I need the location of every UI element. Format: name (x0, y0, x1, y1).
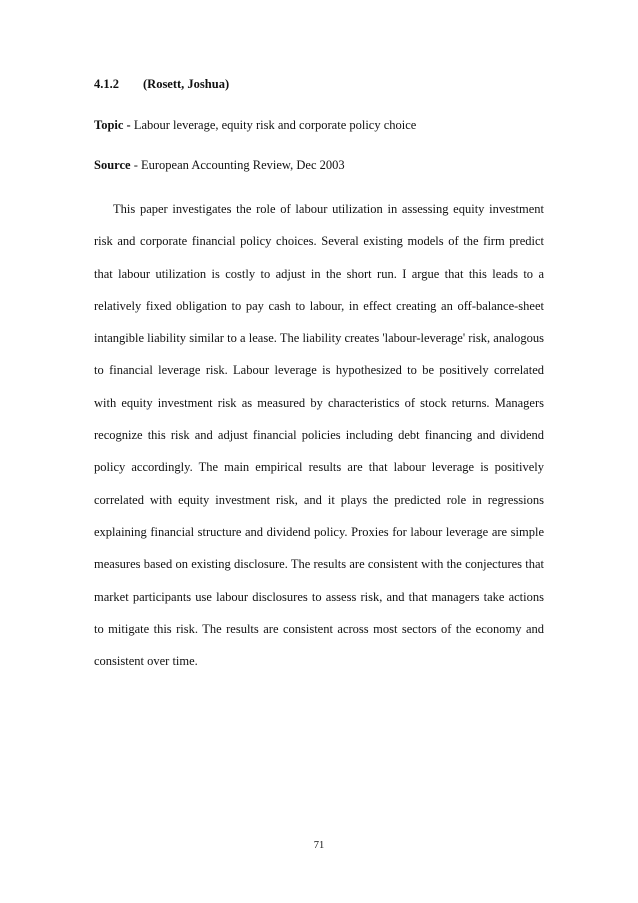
source-label: Source (94, 158, 131, 172)
topic-line (94, 118, 416, 133)
source-line (94, 158, 345, 173)
abstract-paragraph: This paper investigates the role of labour utilization in assessing equity investment risk and corporate financial policy choices. Several existing models of the firm predict that labour utilization is costly to adjust in the short run. I argue that this leads to a relatively fixed obligation to pay cash to labour, in effect creating an off-balance-sheet intangible liability similar to a lease. The liability creates 'labour-leverage' risk, analogous to financial leverage risk. Labour leverage is hypothesized to be positively correlated with equity investment risk as measured by characteristics of stock returns. Managers recognize this risk and adjust financial policies including debt financing and dividend policy accordingly. The main empirical results are that labour leverage is positively correlated with equity investment risk, and it plays the predicted role in regressions explaining financial structure and dividend policy. Proxies for labour leverage are simple measures based on existing disclosure. The results are consistent with the conjectures that market participants use labour disclosures to assess risk, and that managers take actions to mitigate this risk. The results are consistent across most sectors of the economy and consistent over time. (94, 202, 544, 669)
page-number: 71 (313, 840, 325, 851)
section-number: 4.1.2 (94, 77, 119, 91)
topic-value: Labour leverage, equity risk and corporate policy choice (133, 118, 417, 132)
topic-label: Topic - (94, 118, 131, 132)
source-value: - European Accounting Review, Dec 2003 (133, 158, 345, 172)
section-author: (Rosett, Joshua) (143, 77, 230, 91)
section-heading (94, 77, 229, 92)
